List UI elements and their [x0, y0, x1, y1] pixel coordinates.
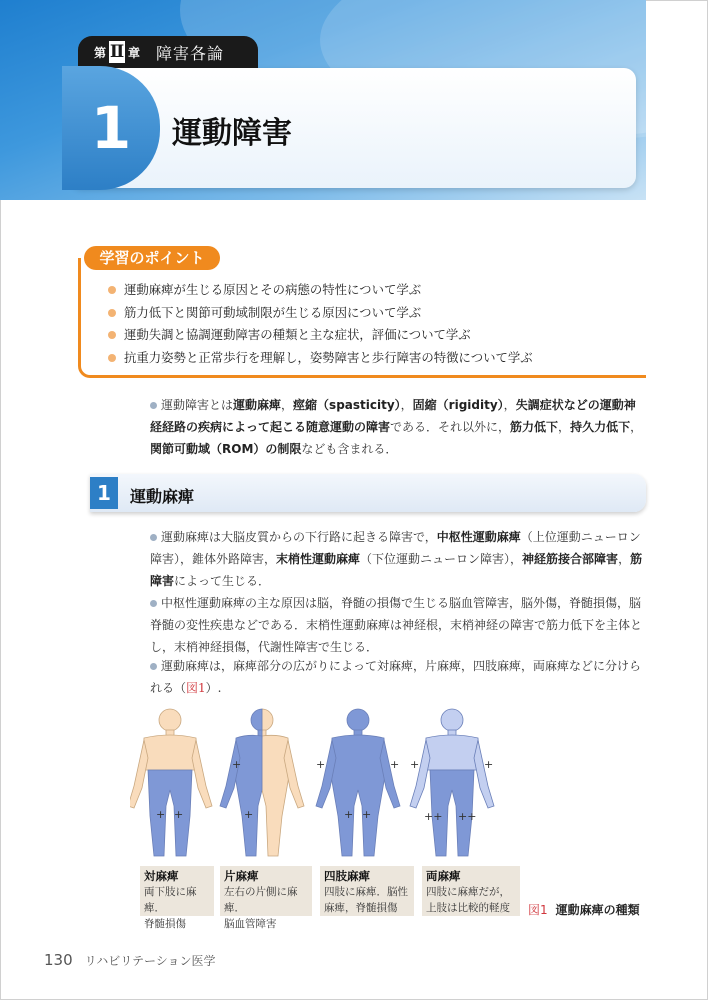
keyword: 固縮（rigidity） [412, 398, 504, 412]
learning-point: 筋力低下と関節可動域制限が生じる原因について学ぶ [108, 302, 533, 325]
page-footer [44, 951, 216, 969]
text: ， [503, 398, 516, 412]
learning-point: 運動失調と協調運動障害の種類と主な症状，評価について学ぶ [108, 324, 533, 347]
learning-point: 運動麻痺が生じる原因とその病態の特性について学ぶ [108, 279, 533, 302]
plus-mark: + [244, 808, 254, 821]
caption-title: 片麻痺 [224, 869, 259, 883]
book-title: リハビリテーション医学 [84, 954, 216, 968]
keyword: 筋障害 [150, 552, 643, 588]
learning-point: 抗重力姿勢と正常歩行を理解し，姿勢障害と歩行障害の特徴について学ぶ [108, 347, 533, 370]
figure-caption-paraplegia [140, 866, 214, 930]
intro-paragraph [150, 394, 646, 460]
page-number: 130 [44, 951, 73, 969]
text: 運動麻痺は，麻痺部分の広がりによって対麻痺，片麻痺，四肢麻痺，両麻痺などに分けられる（ [150, 659, 642, 695]
plus-mark: + [156, 808, 166, 821]
text: ， [281, 398, 294, 412]
plus-mark: ++ [424, 810, 443, 823]
text: 運動障害とは [161, 398, 234, 412]
text: （下位運動ニューロン障害）， [360, 552, 523, 566]
caption-text: 両下肢に麻痺． [144, 886, 197, 914]
plus-mark: + [410, 758, 420, 771]
section-paragraph-3 [150, 655, 646, 699]
caption-text: 左右の片側に麻痺． [224, 886, 298, 914]
chapter-suffix: 章 [128, 45, 141, 60]
figure-title: 運動麻痺の種類 [555, 903, 640, 917]
bullet-icon [150, 534, 157, 541]
plus-mark: + [362, 808, 372, 821]
plus-mark: ++ [458, 810, 477, 823]
plus-mark: + [174, 808, 184, 821]
text: によって生じる． [174, 574, 271, 588]
text: 中枢性運動麻痺の主な原因は脳，脊髄の損傷で生じる脳血管障害，脳外傷，脊髄損傷，脳脊髄の変性疾患などである．末梢性運動麻痺は神経根，末梢神経の障害で筋力低下を主体とし，末梢神経損傷，代謝性障害で生じる． [150, 596, 643, 654]
body-diagram-quadriplegia [316, 709, 400, 856]
chapter-title: 障害各論 [156, 43, 225, 63]
learning-points-list [108, 279, 533, 369]
text: ， [630, 420, 643, 434]
keyword: 運動麻痺 [233, 398, 282, 412]
keyword: 筋力低下 [510, 420, 559, 434]
text: ， [618, 552, 631, 566]
chapter-tab [78, 36, 258, 68]
bullet-icon [150, 663, 157, 670]
figure-caption [528, 901, 640, 918]
caption-text: 脊髄損傷 [144, 918, 186, 930]
figure-caption-quadriplegia [320, 866, 414, 916]
caption-text: 麻痺，脊髄損傷 [324, 902, 398, 914]
paralysis-types-figure [130, 706, 530, 866]
caption-text: 上肢は比較的軽度 [426, 902, 510, 914]
text: 運動麻痺は大脳皮質からの下行路に起きる障害で， [161, 530, 437, 544]
text: （上位運動ニューロン障害），錐体外路障害， [150, 530, 641, 566]
section-number-badge: 1 [62, 66, 160, 190]
figure-reference-link[interactable]: 図1 [186, 681, 206, 695]
figure-caption-diplegia [422, 866, 520, 916]
keyword: 関節可動域（ROM）の制限 [150, 442, 302, 456]
text: ， [558, 420, 571, 434]
keyword: 神経筋接合部障害 [522, 552, 619, 566]
section-paragraph-2 [150, 592, 646, 658]
section-heading-number: 1 [90, 477, 118, 509]
keyword: 末梢性運動麻痺 [276, 552, 361, 566]
page-title: 運動障害 [172, 116, 292, 151]
body-diagram-paraplegia [130, 709, 212, 856]
body-diagram-diplegia [410, 709, 494, 856]
text: である．それ以外に， [390, 420, 511, 434]
caption-title: 対麻痺 [144, 869, 179, 883]
keyword: 中枢性運動麻痺 [436, 530, 521, 544]
figure-caption-hemiplegia [220, 866, 312, 930]
caption-text: 脳血管障害 [224, 918, 277, 930]
plus-mark: + [484, 758, 494, 771]
caption-text: 四肢に麻痺だが， [426, 886, 510, 898]
keyword: 持久力低下 [570, 420, 631, 434]
keyword: 痙縮（spasticity） [293, 398, 401, 412]
plus-mark: + [316, 758, 326, 771]
body-diagram-hemiplegia [220, 709, 304, 856]
text: ）. [205, 681, 222, 695]
section-paragraph-1 [150, 526, 646, 592]
caption-title: 両麻痺 [426, 869, 461, 883]
plus-mark: + [390, 758, 400, 771]
bullet-icon [150, 402, 157, 409]
chapter-number: Ⅱ [109, 42, 125, 62]
keyword: 失調症状などの運動神経経路の疾病によって起こる随意運動の障害 [150, 398, 636, 434]
learning-points-label: 学習のポイント [84, 246, 220, 270]
text: ， [400, 398, 413, 412]
section-heading-title: 運動麻痺 [130, 487, 195, 506]
bullet-icon [150, 600, 157, 607]
caption-title: 四肢麻痺 [324, 869, 370, 883]
text: なども含まれる． [301, 442, 398, 456]
chapter-prefix: 第 [94, 45, 107, 60]
caption-text: 四肢に麻痺．脳性 [324, 886, 408, 898]
plus-mark: + [344, 808, 354, 821]
plus-mark: + [232, 758, 242, 771]
figure-number: 図1 [528, 903, 548, 917]
